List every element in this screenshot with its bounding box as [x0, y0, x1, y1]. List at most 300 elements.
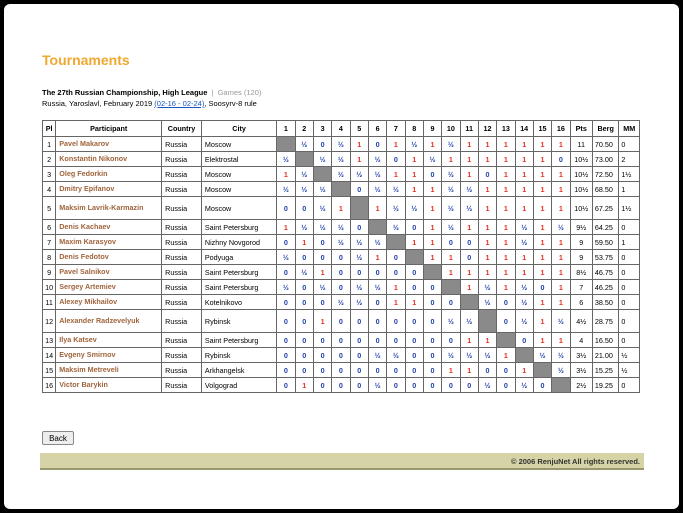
self-cell [295, 152, 313, 167]
result-cell: 0 [515, 333, 533, 348]
result-cell: 1 [533, 265, 551, 280]
result-cell: 1 [497, 137, 515, 152]
column-header: 10 [442, 121, 460, 137]
result-cell: ½ [442, 220, 460, 235]
country-cell: Russia [162, 310, 202, 333]
result-cell: 0 [368, 333, 386, 348]
result-cell: ½ [478, 348, 496, 363]
points-cell: 9½ [570, 220, 592, 235]
table-row [43, 235, 640, 250]
result-cell: 1 [497, 265, 515, 280]
place-cell: 5 [43, 197, 56, 220]
result-cell: 1 [442, 250, 460, 265]
result-cell: 0 [313, 378, 331, 393]
country-cell: Russia [162, 220, 202, 235]
column-header: 11 [460, 121, 478, 137]
participant-link[interactable]: Victor Barykin [56, 378, 162, 393]
country-cell: Russia [162, 280, 202, 295]
result-cell: 1 [533, 220, 551, 235]
result-cell: 0 [460, 235, 478, 250]
berger-cell: 15.25 [592, 363, 618, 378]
result-cell: 0 [387, 250, 405, 265]
result-cell: 1 [460, 333, 478, 348]
participant-link[interactable]: Alexander Radzevelyuk [56, 310, 162, 333]
points-cell: 4 [570, 333, 592, 348]
result-cell: 0 [552, 152, 570, 167]
country-cell: Russia [162, 348, 202, 363]
place-cell: 4 [43, 182, 56, 197]
result-cell: 1 [478, 182, 496, 197]
city-cell: Moscow [201, 137, 276, 152]
result-cell: 1 [515, 137, 533, 152]
result-cell: ½ [332, 295, 350, 310]
result-cell: 0 [387, 378, 405, 393]
standings-table [42, 120, 640, 393]
result-cell: ½ [350, 235, 368, 250]
points-cell: 3½ [570, 363, 592, 378]
column-header: Berg [592, 121, 618, 137]
table-row [43, 363, 640, 378]
participant-link[interactable]: Alexey Mikhailov [56, 295, 162, 310]
result-cell: ½ [515, 220, 533, 235]
self-cell [277, 137, 295, 152]
result-cell: 0 [350, 348, 368, 363]
participant-link[interactable]: Denis Fedotov [56, 250, 162, 265]
column-header: 12 [478, 121, 496, 137]
result-cell: 0 [332, 280, 350, 295]
result-cell: ½ [277, 182, 295, 197]
result-cell: 0 [295, 348, 313, 363]
country-cell: Russia [162, 137, 202, 152]
mm-cell: ½ [619, 363, 640, 378]
result-cell: 1 [497, 220, 515, 235]
result-cell: 1 [515, 250, 533, 265]
participant-link[interactable]: Maksim Metreveli [56, 363, 162, 378]
result-cell: 0 [405, 348, 423, 363]
result-cell: ½ [442, 167, 460, 182]
city-cell: Rybinsk [201, 348, 276, 363]
mm-cell: 0 [619, 295, 640, 310]
place-cell: 15 [43, 363, 56, 378]
result-cell: 1 [515, 152, 533, 167]
result-cell: 1 [478, 220, 496, 235]
result-cell: ½ [442, 197, 460, 220]
result-cell: 1 [478, 235, 496, 250]
place-cell: 11 [43, 295, 56, 310]
result-cell: 0 [313, 250, 331, 265]
result-cell: 0 [423, 280, 441, 295]
result-cell: ½ [442, 310, 460, 333]
berger-cell: 72.50 [592, 167, 618, 182]
result-cell: 1 [552, 137, 570, 152]
points-cell: 4½ [570, 310, 592, 333]
result-cell: 0 [368, 363, 386, 378]
result-cell: 0 [332, 265, 350, 280]
result-cell: ½ [478, 378, 496, 393]
result-cell: 1 [552, 280, 570, 295]
column-header: 8 [405, 121, 423, 137]
result-cell: 1 [552, 182, 570, 197]
result-cell: ½ [350, 167, 368, 182]
city-cell: Saint Petersburg [201, 220, 276, 235]
result-cell: 0 [277, 235, 295, 250]
participant-link[interactable]: Oleg Fedorkin [56, 167, 162, 182]
result-cell: 1 [405, 295, 423, 310]
result-cell: 1 [460, 280, 478, 295]
participant-link[interactable]: Denis Kachaev [56, 220, 162, 235]
result-cell: 1 [295, 235, 313, 250]
result-cell: 1 [387, 167, 405, 182]
result-cell: 1 [350, 152, 368, 167]
result-cell: 0 [295, 363, 313, 378]
result-cell: 0 [387, 363, 405, 378]
result-cell: ½ [368, 235, 386, 250]
participant-link[interactable]: Ilya Katsev [56, 333, 162, 348]
berger-cell: 68.50 [592, 182, 618, 197]
result-cell: 1 [460, 167, 478, 182]
self-cell [423, 265, 441, 280]
berger-cell: 73.00 [592, 152, 618, 167]
participant-link[interactable]: Pavel Makarov [56, 137, 162, 152]
participant-link[interactable]: Maksim Lavrik-Karmazin [56, 197, 162, 220]
result-cell: ½ [350, 280, 368, 295]
result-cell: 1 [442, 265, 460, 280]
separator: | [211, 88, 214, 97]
place-cell: 10 [43, 280, 56, 295]
table-row [43, 167, 640, 182]
result-cell: ½ [423, 152, 441, 167]
result-cell: ½ [552, 220, 570, 235]
city-cell: Arkhangelsk [201, 363, 276, 378]
self-cell [332, 182, 350, 197]
result-cell: 0 [295, 295, 313, 310]
result-cell: 0 [442, 378, 460, 393]
result-cell: 0 [405, 220, 423, 235]
points-cell: 9 [570, 235, 592, 250]
place-cell: 3 [43, 167, 56, 182]
country-cell: Russia [162, 295, 202, 310]
result-cell: ½ [387, 220, 405, 235]
result-cell: 1 [368, 250, 386, 265]
points-cell: 10½ [570, 182, 592, 197]
country-cell: Russia [162, 250, 202, 265]
column-header: 6 [368, 121, 386, 137]
self-cell [533, 363, 551, 378]
table-row [43, 295, 640, 310]
place-cell: 12 [43, 310, 56, 333]
result-cell: 0 [405, 280, 423, 295]
result-cell: 0 [332, 348, 350, 363]
mm-cell: 2 [619, 152, 640, 167]
result-cell: 1 [497, 182, 515, 197]
result-cell: 1 [533, 137, 551, 152]
mm-cell: 1 [619, 182, 640, 197]
result-cell: 1 [478, 333, 496, 348]
result-cell: ½ [277, 250, 295, 265]
berger-cell: 19.25 [592, 378, 618, 393]
result-cell: ½ [313, 152, 331, 167]
result-cell: ½ [515, 378, 533, 393]
column-header: Participant [56, 121, 162, 137]
city-cell: Moscow [201, 167, 276, 182]
result-cell: 0 [423, 167, 441, 182]
city-cell: Volgograd [201, 378, 276, 393]
result-cell: 1 [497, 197, 515, 220]
result-cell: 0 [295, 197, 313, 220]
result-cell: ½ [295, 167, 313, 182]
city-cell: Moscow [201, 182, 276, 197]
result-cell: 0 [533, 378, 551, 393]
self-cell [405, 250, 423, 265]
result-cell: 1 [515, 265, 533, 280]
self-cell [460, 295, 478, 310]
berger-cell: 38.50 [592, 295, 618, 310]
result-cell: 1 [460, 265, 478, 280]
result-cell: 1 [405, 167, 423, 182]
result-cell: 0 [368, 295, 386, 310]
points-cell: 10½ [570, 167, 592, 182]
table-row [43, 220, 640, 235]
column-header: 13 [497, 121, 515, 137]
country-cell: Russia [162, 167, 202, 182]
result-cell: 1 [552, 295, 570, 310]
result-cell: 0 [277, 378, 295, 393]
place-cell: 16 [43, 378, 56, 393]
result-cell: 1 [313, 310, 331, 333]
result-cell: 1 [497, 152, 515, 167]
result-cell: 0 [423, 348, 441, 363]
berger-cell: 59.50 [592, 235, 618, 250]
result-cell: 1 [552, 197, 570, 220]
result-cell: 0 [277, 310, 295, 333]
result-cell: ½ [387, 197, 405, 220]
result-cell: ½ [295, 182, 313, 197]
result-cell: ½ [313, 220, 331, 235]
berger-cell: 28.75 [592, 310, 618, 333]
place-cell: 1 [43, 137, 56, 152]
result-cell: 0 [277, 265, 295, 280]
result-cell: ½ [313, 197, 331, 220]
games-link[interactable]: Games [217, 88, 242, 97]
result-cell: 0 [423, 378, 441, 393]
result-cell: 0 [460, 378, 478, 393]
result-cell: ½ [368, 378, 386, 393]
country-cell: Russia [162, 152, 202, 167]
result-cell: ½ [350, 250, 368, 265]
result-cell: 0 [533, 280, 551, 295]
mm-cell: 0 [619, 378, 640, 393]
result-cell: 1 [423, 235, 441, 250]
column-header: 15 [533, 121, 551, 137]
berger-cell: 53.75 [592, 250, 618, 265]
result-cell: 0 [313, 235, 331, 250]
result-cell: 1 [533, 333, 551, 348]
city-cell: Elektrostal [201, 152, 276, 167]
place-cell: 2 [43, 152, 56, 167]
result-cell: 1 [515, 197, 533, 220]
result-cell: ½ [295, 265, 313, 280]
tournament-dates-link[interactable]: (02-16 - 02-24) [154, 99, 205, 108]
result-cell: 1 [552, 250, 570, 265]
column-header: 9 [423, 121, 441, 137]
result-cell: 0 [295, 333, 313, 348]
result-cell: 1 [533, 295, 551, 310]
result-cell: 0 [405, 363, 423, 378]
result-cell: 1 [387, 137, 405, 152]
mm-cell: 1 [619, 235, 640, 250]
result-cell: 0 [387, 310, 405, 333]
self-cell [497, 333, 515, 348]
mm-cell: 1½ [619, 197, 640, 220]
result-cell: 1 [295, 378, 313, 393]
column-header: MM [619, 121, 640, 137]
participant-link[interactable]: Evgeny Smirnov [56, 348, 162, 363]
result-cell: 1 [533, 182, 551, 197]
result-cell: 0 [387, 152, 405, 167]
result-cell: ½ [332, 220, 350, 235]
table-header-row [43, 121, 640, 137]
table-row [43, 182, 640, 197]
participant-link[interactable]: Maxim Karasyov [56, 235, 162, 250]
result-cell: 0 [497, 295, 515, 310]
result-cell: ½ [313, 182, 331, 197]
result-cell: 0 [423, 333, 441, 348]
result-cell: 0 [277, 363, 295, 378]
place-cell: 14 [43, 348, 56, 363]
table-row [43, 265, 640, 280]
result-cell: 1 [423, 220, 441, 235]
participant-link[interactable]: Pavel Salnikov [56, 265, 162, 280]
result-cell: ½ [277, 280, 295, 295]
games-count: (120) [243, 88, 262, 97]
mm-cell: ½ [619, 348, 640, 363]
result-cell: 1 [405, 182, 423, 197]
result-cell: 0 [497, 363, 515, 378]
result-cell: 0 [332, 250, 350, 265]
self-cell [442, 280, 460, 295]
result-cell: ½ [277, 152, 295, 167]
result-cell: 0 [423, 295, 441, 310]
result-cell: 0 [332, 333, 350, 348]
result-cell: 1 [552, 167, 570, 182]
self-cell [350, 197, 368, 220]
result-cell: 0 [332, 310, 350, 333]
mm-cell: 0 [619, 310, 640, 333]
result-cell: 1 [442, 152, 460, 167]
result-cell: ½ [368, 152, 386, 167]
result-cell: 0 [295, 280, 313, 295]
result-cell: 1 [533, 310, 551, 333]
result-cell: 0 [442, 295, 460, 310]
self-cell [478, 310, 496, 333]
column-header: Country [162, 121, 202, 137]
tournament-name: The 27th Russian Championship, High League [42, 88, 208, 97]
result-cell: 0 [295, 310, 313, 333]
place-cell: 13 [43, 333, 56, 348]
points-cell: 7 [570, 280, 592, 295]
result-cell: 1 [515, 182, 533, 197]
result-cell: ½ [460, 182, 478, 197]
country-cell: Russia [162, 235, 202, 250]
result-cell: ½ [405, 137, 423, 152]
table-row [43, 378, 640, 393]
participant-link[interactable]: Konstantin Nikonov [56, 152, 162, 167]
participant-link[interactable]: Dmitry Epifanov [56, 182, 162, 197]
column-header: Pts [570, 121, 592, 137]
result-cell: ½ [332, 137, 350, 152]
result-cell: 0 [313, 137, 331, 152]
result-cell: ½ [533, 348, 551, 363]
result-cell: 1 [497, 348, 515, 363]
result-cell: 1 [423, 137, 441, 152]
result-cell: ½ [460, 348, 478, 363]
result-cell: 0 [497, 310, 515, 333]
result-cell: 1 [442, 363, 460, 378]
city-cell: Podyuga [201, 250, 276, 265]
result-cell: 1 [533, 167, 551, 182]
points-cell: 8½ [570, 265, 592, 280]
result-cell: 1 [460, 220, 478, 235]
result-cell: ½ [442, 137, 460, 152]
table-row [43, 137, 640, 152]
result-cell: 1 [478, 197, 496, 220]
city-cell: Moscow [201, 197, 276, 220]
result-cell: 1 [478, 152, 496, 167]
place-cell: 9 [43, 265, 56, 280]
result-cell: ½ [552, 348, 570, 363]
result-cell: 1 [552, 333, 570, 348]
table-row [43, 250, 640, 265]
result-cell: 1 [332, 197, 350, 220]
result-cell: 0 [350, 333, 368, 348]
column-header: Pl [43, 121, 56, 137]
result-cell: 0 [368, 310, 386, 333]
berger-cell: 21.00 [592, 348, 618, 363]
result-cell: 0 [295, 250, 313, 265]
participant-link[interactable]: Sergey Artemiev [56, 280, 162, 295]
country-cell: Russia [162, 182, 202, 197]
result-cell: 1 [497, 235, 515, 250]
result-cell: 0 [313, 295, 331, 310]
result-cell: 1 [533, 197, 551, 220]
back-button[interactable]: Back [42, 431, 74, 445]
mm-cell: 0 [619, 280, 640, 295]
berger-cell: 64.25 [592, 220, 618, 235]
result-cell: ½ [515, 235, 533, 250]
column-header: 16 [552, 121, 570, 137]
points-cell: 6 [570, 295, 592, 310]
place-cell: 8 [43, 250, 56, 265]
result-cell: 0 [405, 310, 423, 333]
country-cell: Russia [162, 197, 202, 220]
result-cell: 0 [313, 363, 331, 378]
column-header: City [201, 121, 276, 137]
result-cell: 0 [350, 265, 368, 280]
points-cell: 9 [570, 250, 592, 265]
table-row [43, 152, 640, 167]
result-cell: 1 [478, 250, 496, 265]
result-cell: 0 [442, 333, 460, 348]
result-cell: ½ [442, 348, 460, 363]
result-cell: 1 [497, 280, 515, 295]
result-cell: 0 [405, 378, 423, 393]
column-header: 2 [295, 121, 313, 137]
result-cell: 1 [405, 152, 423, 167]
result-cell: ½ [552, 310, 570, 333]
result-cell: 0 [313, 348, 331, 363]
result-cell: ½ [368, 167, 386, 182]
result-cell: 0 [423, 310, 441, 333]
